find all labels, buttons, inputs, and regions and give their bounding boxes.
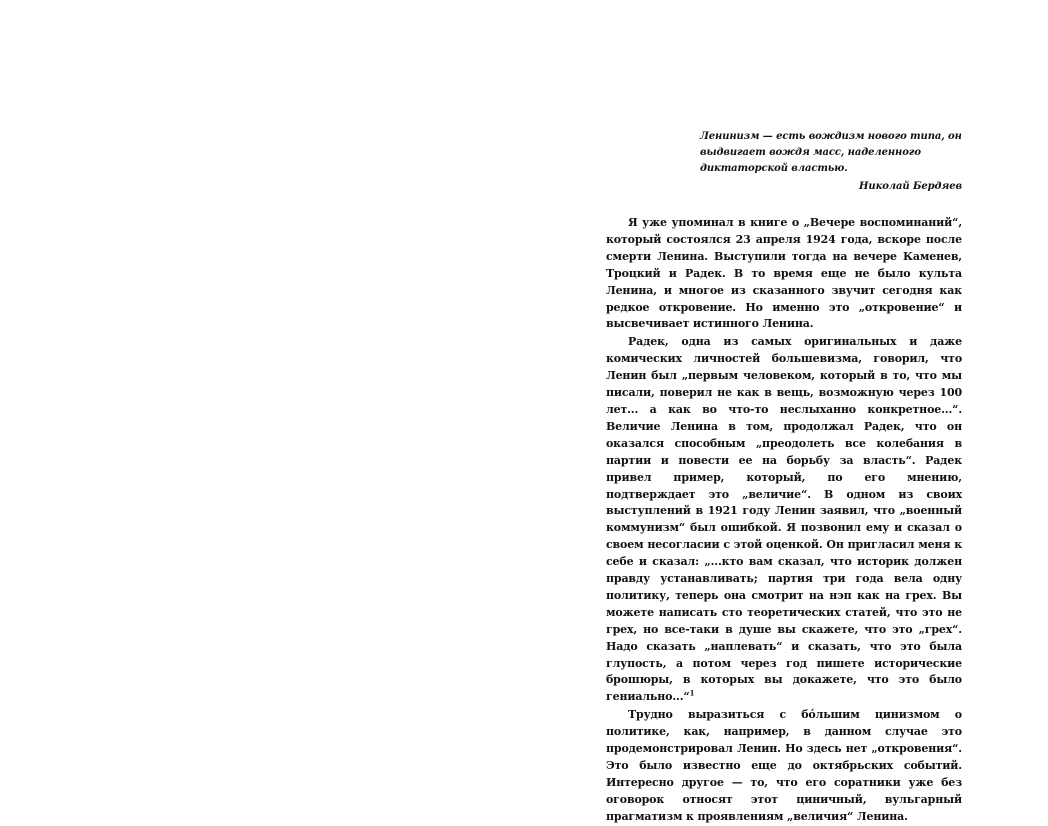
footnote-mark: 1 bbox=[689, 688, 695, 698]
paragraph-3 bbox=[606, 707, 962, 825]
paragraph-3-text: Трудно выразиться с бóльшим цинизмом о политике, как, например, в данном случае это продемонстрировал Ленин. Но здесь нет „откровения“. Это было известно еще до октябрьских событий. Интересно другое — то, что его соратники уже без оговорок относят этот циничный, вульгарный прагматизм к проявлениям „величия“ Ленина. bbox=[606, 708, 962, 823]
body-text bbox=[606, 215, 962, 826]
paragraph-2-text: Радек, одна из самых оригинальных и даже комических личностей большевизма, говорил, что Ленин был „первым человеком, который в то, что мы писали, поверил не как в вещь, возможную через 100 лет... а как во что-то неслыханно конкретное...“. Величие Ленина в том, продолжал Радек, что он оказался способным „преодолеть все колебания в партии и повести ее на борьбу за власть“. Радек привел пример, который, по его мнению, подтверждает это „величие“. В одном из своих выступлений в 1921 году Ленин заявил, что „военный коммунизм“ был ошибкой. Я позвонил ему и сказал о своем несогласии с этой оценкой. Он пригласил меня к себе и сказал: „...кто вам сказал, что историк должен правду устанавливать; партия три года вела одну политику, теперь она смотрит на нэп как на грех. Вы можете написать сто теоретических статей, что это не грех, но все-таки в душе вы скажете, что это „грех“. Надо сказать „наплевать“ и сказать, что это была глупость, а потом через год пишете исторические брошюры, в которых вы докажете, что это было гениально...“ bbox=[606, 335, 962, 704]
epigraph bbox=[700, 129, 962, 195]
paragraph-2 bbox=[606, 334, 962, 706]
paragraph-1-text: Я уже упоминал в книге о „Вечере воспоминаний“, который состоялся 23 апреля 1924 года, вскоре после смерти Ленина. Выступили тогда на вечере Каменев, Троцкий и Радек. В то время еще не было культа Ленина, и многое из сказанного звучит сегодня как редкое откровение. Но именно это „откровение“ и высвечивает истинного Ленина. bbox=[606, 216, 962, 331]
epigraph-author: Николай Бердяев bbox=[859, 181, 962, 192]
paragraph-1 bbox=[606, 215, 962, 333]
epigraph-text: Ленинизм — есть вождизм нового типа, он выдвигает вождя масс, наделенного диктаторской властью. bbox=[700, 131, 962, 174]
